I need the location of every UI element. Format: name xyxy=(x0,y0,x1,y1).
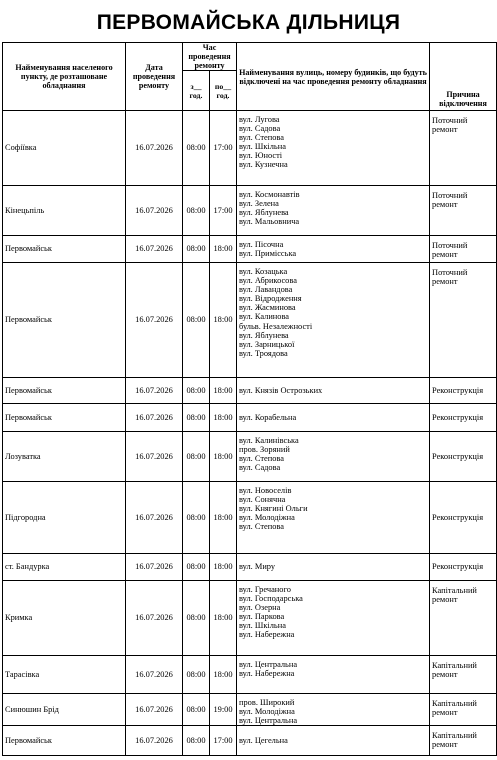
place-cell: Первомайськ xyxy=(3,404,126,432)
street-item: вул. Лавандова xyxy=(239,285,293,295)
street-item: вул. Степова xyxy=(239,522,284,532)
street-item: вул. Набережна xyxy=(239,669,295,679)
date-cell: 16.07.2026 xyxy=(126,263,183,378)
place-cell: ст. Бандурка xyxy=(3,554,126,581)
date-cell: 16.07.2026 xyxy=(126,404,183,432)
table-row xyxy=(3,432,497,482)
street-item: вул. Калинівська xyxy=(239,436,299,445)
street-item: вул. Степова xyxy=(239,454,284,464)
date-cell: 16.07.2026 xyxy=(126,236,183,263)
streets-cell xyxy=(237,726,430,756)
reason-cell: Капітальний ремонт xyxy=(430,656,497,694)
date-cell: 16.07.2026 xyxy=(126,581,183,656)
streets-cell xyxy=(237,236,430,263)
outage-table xyxy=(2,42,497,756)
table-row xyxy=(3,726,497,756)
reason-cell: Поточний ремонт xyxy=(430,186,497,236)
header-from: з__ год. xyxy=(183,71,210,111)
streets-cell xyxy=(237,656,430,694)
time-from-cell: 08:00 xyxy=(183,581,210,656)
reason-cell: Капітальний ремонт xyxy=(430,726,497,756)
header-reason: Причина відключення xyxy=(430,43,497,111)
street-item: бульв. Незалежності xyxy=(239,321,313,331)
street-item: вул. Відродження xyxy=(239,294,302,304)
place-cell: Кінецьпіль xyxy=(3,186,126,236)
streets-cell xyxy=(237,554,430,581)
streets-cell xyxy=(237,404,430,432)
time-from-cell: 08:00 xyxy=(183,186,210,236)
time-from-cell: 08:00 xyxy=(183,378,210,404)
time-from-cell: 08:00 xyxy=(183,694,210,726)
table-row xyxy=(3,111,497,186)
reason-cell: Капітальний ремонт xyxy=(430,581,497,656)
time-to-cell: 18:00 xyxy=(210,404,237,432)
street-item: вул. Цегельна xyxy=(239,736,288,746)
street-item: вул. Шкільна xyxy=(239,142,286,152)
street-item: пров. Зоряний xyxy=(239,445,290,455)
street-item: вул. Пісочна xyxy=(239,239,284,249)
date-cell: 16.07.2026 xyxy=(126,432,183,482)
table-header xyxy=(3,43,497,111)
street-item: вул. Лугова xyxy=(239,115,280,124)
street-item: вул. Молодіжна xyxy=(239,513,295,523)
street-item: вул. Молодіжна xyxy=(239,707,295,717)
street-item: вул. Озерна xyxy=(239,603,281,613)
street-item: вул. Садова xyxy=(239,463,281,473)
time-from-cell: 08:00 xyxy=(183,236,210,263)
street-item: пров. Широкий xyxy=(239,698,295,707)
header-to: по__ год. xyxy=(210,71,237,111)
header-streets: Найменування вулиць, номеру будинків, що будуть відключені на час проведення ремонту обладнання xyxy=(237,43,430,111)
street-item: вул. Кузнечна xyxy=(239,160,288,170)
place-cell: Первомайськ xyxy=(3,263,126,378)
reason-cell: Реконструкція xyxy=(430,482,497,554)
reason-cell: Поточний ремонт xyxy=(430,111,497,186)
time-from-cell: 08:00 xyxy=(183,656,210,694)
table-row xyxy=(3,236,497,263)
place-cell: Первомайськ xyxy=(3,378,126,404)
street-item: вул. Господарська xyxy=(239,594,303,604)
streets-cell xyxy=(237,581,430,656)
place-cell: Первомайськ xyxy=(3,236,126,263)
reason-cell: Реконструкція xyxy=(430,432,497,482)
header-place: Найменування населеного пункту, де розташоване обладнання xyxy=(3,43,126,111)
reason-cell: Капітальний ремонт xyxy=(430,694,497,726)
table-row xyxy=(3,656,497,694)
street-item: вул. Корабельна xyxy=(239,412,297,422)
place-cell: Синюшин Брід xyxy=(3,694,126,726)
date-cell: 16.07.2026 xyxy=(126,694,183,726)
street-item: вул. Князів Острозьких xyxy=(239,385,323,395)
table-row xyxy=(3,482,497,554)
street-item: вул. Юності xyxy=(239,151,283,161)
table-body xyxy=(3,111,497,756)
place-cell: Первомайськ xyxy=(3,726,126,756)
reason-cell: Реконструкція xyxy=(430,554,497,581)
table-row xyxy=(3,404,497,432)
reason-cell: Поточний ремонт xyxy=(430,263,497,378)
street-item: вул. Центральна xyxy=(239,660,298,669)
date-cell: 16.07.2026 xyxy=(126,111,183,186)
street-item: вул. Миру xyxy=(239,562,276,572)
date-cell: 16.07.2026 xyxy=(126,482,183,554)
streets-cell xyxy=(237,432,430,482)
streets-cell xyxy=(237,111,430,186)
table-row xyxy=(3,186,497,236)
street-item: вул. Гречаного xyxy=(239,585,291,594)
time-from-cell: 08:00 xyxy=(183,263,210,378)
street-item: вул. Яблунева xyxy=(239,208,289,218)
header-date: Дата проведення ремонту xyxy=(126,43,183,111)
time-from-cell: 08:00 xyxy=(183,554,210,581)
street-item: вул. Зелена xyxy=(239,199,279,209)
street-item: вул. Новоселів xyxy=(239,486,292,495)
table-row xyxy=(3,694,497,726)
street-item: вул. Сонячна xyxy=(239,495,286,505)
reason-cell: Реконструкція xyxy=(430,378,497,404)
streets-cell xyxy=(237,482,430,554)
time-to-cell: 17:00 xyxy=(210,726,237,756)
time-to-cell: 18:00 xyxy=(210,482,237,554)
reason-cell: Реконструкція xyxy=(430,404,497,432)
street-item: вул. Калинова xyxy=(239,312,290,322)
street-item: вул. Княгині Ольги xyxy=(239,504,308,514)
street-item: вул. Космонавтів xyxy=(239,190,300,199)
date-cell: 16.07.2026 xyxy=(126,726,183,756)
time-to-cell: 18:00 xyxy=(210,581,237,656)
street-item: вул. Мальовнича xyxy=(239,217,300,227)
streets-cell xyxy=(237,186,430,236)
time-to-cell: 18:00 xyxy=(210,554,237,581)
time-to-cell: 19:00 xyxy=(210,694,237,726)
time-to-cell: 17:00 xyxy=(210,186,237,236)
street-item: вул. Садова xyxy=(239,124,281,134)
time-from-cell: 08:00 xyxy=(183,432,210,482)
streets-cell xyxy=(237,378,430,404)
time-to-cell: 17:00 xyxy=(210,111,237,186)
street-item: вул. Абрикосова xyxy=(239,276,297,286)
streets-cell xyxy=(237,263,430,378)
street-item: вул. Шкільна xyxy=(239,621,286,631)
time-to-cell: 18:00 xyxy=(210,656,237,694)
street-item: вул. Примісська xyxy=(239,249,297,258)
street-item: вул. Зарницької xyxy=(239,339,295,349)
streets-cell xyxy=(237,694,430,726)
time-from-cell: 08:00 xyxy=(183,726,210,756)
street-item: вул. Паркова xyxy=(239,612,285,622)
date-cell: 16.07.2026 xyxy=(126,378,183,404)
date-cell: 16.07.2026 xyxy=(126,554,183,581)
table-row xyxy=(3,378,497,404)
time-to-cell: 18:00 xyxy=(210,263,237,378)
street-item: вул. Козацька xyxy=(239,267,288,276)
page-title: ПЕРВОМАЙСЬКА ДІЛЬНИЦЯ xyxy=(96,11,401,34)
place-cell: Лозуватка xyxy=(3,432,126,482)
place-cell: Тарасівка xyxy=(3,656,126,694)
date-cell: 16.07.2026 xyxy=(126,656,183,694)
street-item: вул. Жасминова xyxy=(239,303,296,313)
table-row xyxy=(3,554,497,581)
time-to-cell: 18:00 xyxy=(210,236,237,263)
place-cell: Підгородна xyxy=(3,482,126,554)
time-from-cell: 08:00 xyxy=(183,404,210,432)
header-time: Час проведення ремонту xyxy=(183,43,237,71)
street-item: вул. Степова xyxy=(239,133,284,143)
place-cell: Софіївка xyxy=(3,111,126,186)
time-from-cell: 08:00 xyxy=(183,111,210,186)
street-item: вул. Яблунева xyxy=(239,330,289,340)
date-cell: 16.07.2026 xyxy=(126,186,183,236)
table-row xyxy=(3,581,497,656)
time-to-cell: 18:00 xyxy=(210,432,237,482)
place-cell: Кримка xyxy=(3,581,126,656)
street-item: вул. Центральна xyxy=(239,716,298,726)
table-row xyxy=(3,263,497,378)
street-item: вул. Троядова xyxy=(239,348,288,358)
time-from-cell: 08:00 xyxy=(183,482,210,554)
street-item: вул. Набережна xyxy=(239,630,295,640)
reason-cell: Поточний ремонт xyxy=(430,236,497,263)
time-to-cell: 18:00 xyxy=(210,378,237,404)
